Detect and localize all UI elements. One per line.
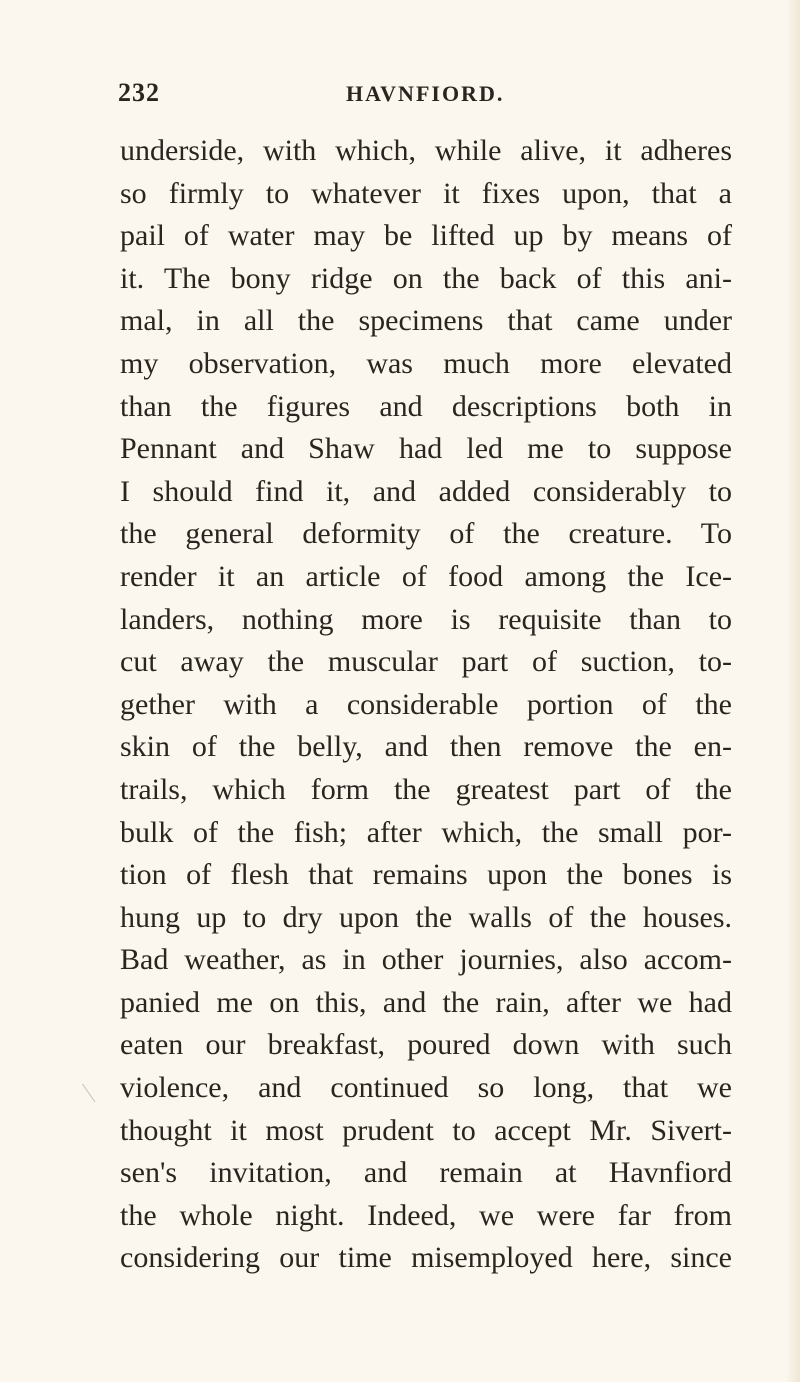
text-line: thought it most prudent to accept Mr. Sivert- [120,1113,732,1147]
text-line: cut away the muscular part of suction, to- [120,645,732,679]
text-line: bulk of the fish; after which, the small por- [120,815,732,849]
running-head [118,78,730,112]
text-line: Bad weather, as in other journies, also accom- [120,943,732,977]
text-line: panied me on this, and the rain, after we had [120,985,732,1019]
page-edge-shadow [786,0,800,1382]
text-line: skin of the belly, and then remove the en- [120,730,732,764]
text-line: the whole night. Indeed, we were far from [120,1198,732,1232]
text-line: underside, with which, while alive, it adheres [120,134,732,167]
margin-mark [82,1076,107,1103]
text-line: hung up to dry upon the walls of the houses. [120,900,732,934]
text-line: mal, in all the specimens that came under [120,304,732,338]
text-line: considering our time misemployed here, since [120,1241,732,1275]
page-number: 232 [118,78,160,107]
text-line: my observation, was much more elevated [120,346,732,380]
text-line: eaten our breakfast, poured down with such [120,1028,732,1062]
text-line: the general deformity of the creature. To [120,517,732,551]
text-line: sen's invitation, and remain at Havnfiord [120,1156,732,1190]
text-line: gether with a considerable portion of the [120,687,732,721]
text-line: render it an article of food among the Ice- [120,559,732,593]
body-text [120,130,732,1280]
text-line: landers, nothing more is requisite than to [120,602,732,636]
text-line: Pennant and Shaw had led me to suppose [120,432,732,466]
text-line: I should find it, and added considerably to [120,474,732,508]
text-line: violence, and continued so long, that we [120,1071,732,1105]
running-title: HAVNFIORD. [346,81,505,106]
text-line: trails, which form the greatest part of the [120,772,732,806]
text-line: so firmly to whatever it fixes upon, that a [120,176,732,210]
text-line: pail of water may be lifted up by means of [120,219,732,253]
text-line: than the figures and descriptions both in [120,389,732,423]
text-line: tion of flesh that remains upon the bones is [120,858,732,892]
text-line: it. The bony ridge on the back of this ani- [120,261,732,295]
